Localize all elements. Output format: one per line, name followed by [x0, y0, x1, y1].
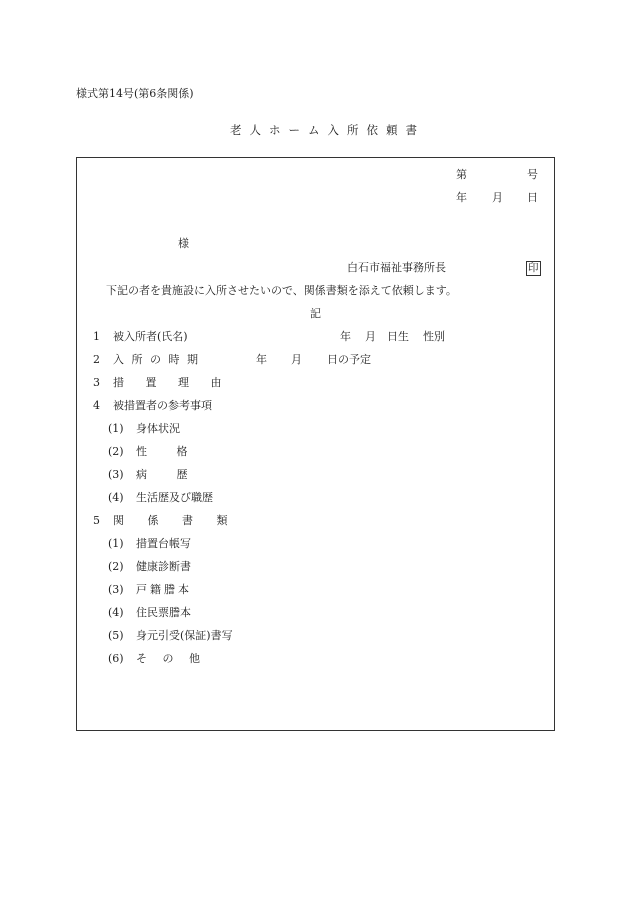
- item-5-sub-5-label: 身元引受(保証)書写: [136, 629, 233, 642]
- item-2-month: 月: [291, 353, 302, 366]
- item-5-sub-6-number: (6): [108, 652, 124, 665]
- item-5-sub-6-label: そ の 他: [136, 652, 200, 665]
- item-5-sub-2-number: (2): [108, 560, 124, 573]
- item-4-sub-4-number: (4): [108, 491, 124, 504]
- item-5-sub-3-number: (3): [108, 583, 124, 596]
- ki-heading: 記: [310, 307, 321, 320]
- item-4-sub-4-label: 生活歴及び職歴: [136, 491, 213, 504]
- item-3-label: 措 置 理 由: [113, 376, 222, 389]
- item-5-number: 5: [93, 514, 100, 527]
- item-1-birth-year: 年: [340, 330, 351, 343]
- number-suffix: 号: [527, 168, 538, 181]
- item-1-number: 1: [93, 330, 100, 343]
- form-number: 様式第14号(第6条関係): [76, 87, 194, 100]
- item-3-number: 3: [93, 376, 100, 389]
- item-1-birth-day: 日生: [387, 330, 409, 343]
- document-title: 老人ホーム入所依頼書: [230, 123, 425, 137]
- date-year: 年: [456, 191, 467, 204]
- item-5-sub-5-number: (5): [108, 629, 124, 642]
- number-prefix: 第: [456, 168, 467, 181]
- item-4-number: 4: [93, 399, 100, 412]
- item-5-sub-4-number: (4): [108, 606, 124, 619]
- item-4-sub-1-number: (1): [108, 422, 124, 435]
- item-4-sub-3-number: (3): [108, 468, 124, 481]
- item-5-sub-3-label: 戸籍謄本: [136, 583, 192, 596]
- item-5-sub-1-number: (1): [108, 537, 124, 550]
- item-1-birth-month: 月: [365, 330, 376, 343]
- item-5-sub-2-label: 健康診断書: [136, 560, 191, 573]
- item-1-label: 被入所者(氏名): [113, 330, 188, 343]
- intro-text: 下記の者を貴施設に入所させたいので、関係書類を添えて依頼します。: [106, 284, 457, 297]
- date-day: 日: [527, 191, 538, 204]
- item-4-sub-3-label: 病 歴: [136, 468, 188, 481]
- item-4-sub-2-label: 性 格: [136, 445, 188, 458]
- item-5-sub-4-label: 住民票謄本: [136, 606, 191, 619]
- item-2-day: 日の予定: [327, 353, 371, 366]
- form-frame: [76, 157, 555, 731]
- item-4-sub-2-number: (2): [108, 445, 124, 458]
- item-5-label: 関 係 書 類: [113, 514, 228, 527]
- date-month: 月: [492, 191, 503, 204]
- item-2-number: 2: [93, 353, 100, 366]
- item-2-label: 入 所 の 時 期: [113, 353, 198, 366]
- seal-mark: 印: [528, 262, 539, 274]
- item-4-label: 被措置者の参考事項: [113, 399, 212, 412]
- item-1-sex: 性別: [423, 330, 445, 343]
- addressee-suffix: 様: [178, 237, 189, 250]
- item-2-year: 年: [256, 353, 267, 366]
- item-5-sub-1-label: 措置台帳写: [136, 537, 191, 550]
- sender-name: 白石市福祉事務所長: [347, 261, 446, 274]
- item-4-sub-1-label: 身体状況: [136, 422, 180, 435]
